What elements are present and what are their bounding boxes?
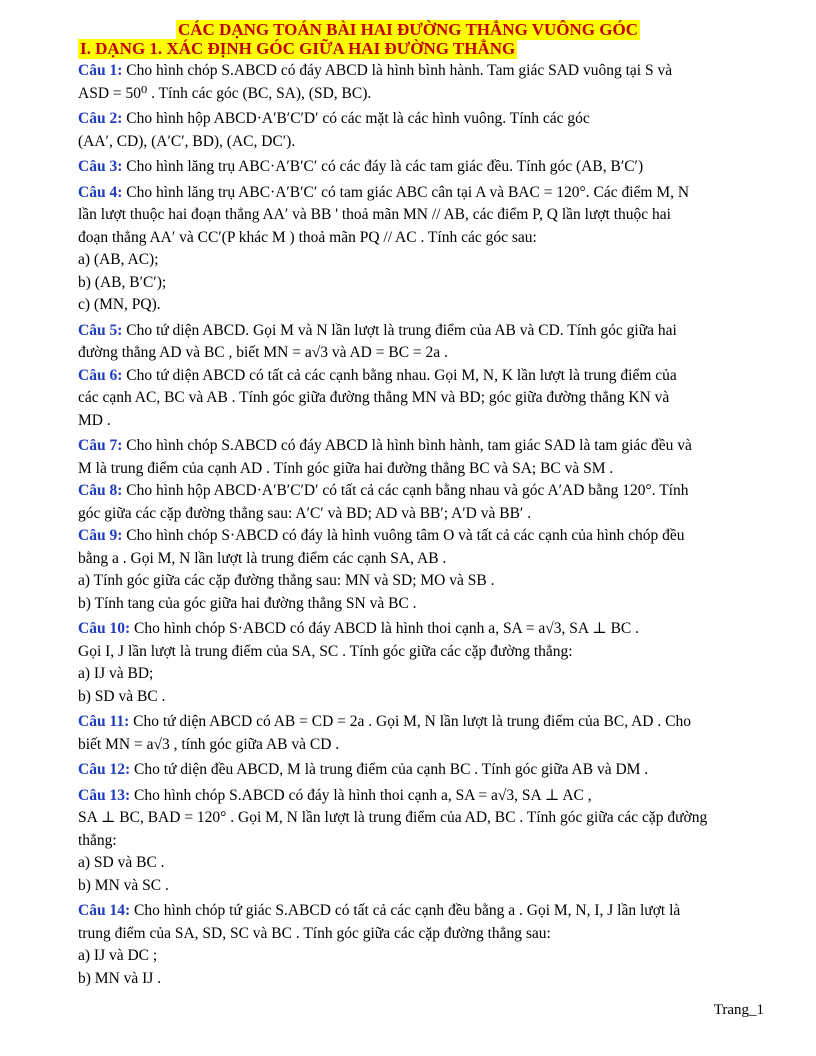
question-text: góc giữa các cặp đường thẳng sau: A′C′ và BD; AD và BB′; A′D và BB′ .: [78, 504, 532, 522]
question-text-line: [78, 272, 768, 295]
question-line: [78, 108, 768, 131]
question-text: ASD = 50⁰ . Tính các góc (BC, SA), (SD, BC).: [78, 84, 372, 102]
question-text-line: [78, 249, 768, 272]
question-text: bằng a . Gọi M, N lần lượt là trung điểm các cạnh SA, AB .: [78, 549, 447, 567]
question-text: a) (AB, AC);: [78, 251, 159, 268]
question-text: Cho hình chóp S.ABCD có đáy ABCD là hình bình hành. Tam giác SAD vuông tại S và: [122, 62, 673, 79]
question-text-line: [78, 830, 768, 853]
question-line: [78, 320, 768, 343]
question-text: Cho tứ diện đều ABCD, M là trung điểm của cạnh BC . Tính góc giữa AB và DM .: [130, 761, 649, 778]
question-text: Cho tứ diện ABCD có tất cả các cạnh bằng nhau. Gọi M, N, K lần lượt là trung điểm của: [122, 366, 677, 384]
question-line: [78, 525, 768, 548]
question-text-line: [78, 410, 768, 433]
question-text: (AA′, CD), (A′C′, BD), (AC, DC′).: [78, 132, 296, 150]
question-text: Cho hình chóp S·ABCD có đáy là hình vuông tâm O và tất cả các cạnh của hình chóp đều: [122, 527, 685, 544]
question-label: Câu 9:: [78, 527, 123, 544]
question-text: biết MN = a√3 , tính góc giữa AB và CD .: [78, 735, 340, 753]
question-text: đoạn thẳng AA′ và CC′(P khác M ) thoả mãn PQ // AC . Tính các góc sau:: [78, 228, 537, 246]
question-line: [78, 900, 768, 923]
question-text-line: [78, 968, 768, 991]
question-text: c) (MN, PQ).: [78, 296, 161, 313]
question-text: MD .: [78, 411, 111, 429]
question-text-line: [78, 570, 768, 593]
question-text: đường thẳng AD và BC , biết MN = a√3 và AD = BC = 2a .: [78, 344, 448, 361]
question-text-line: [78, 686, 768, 709]
exercise-list: [78, 60, 768, 990]
question-text-line: [78, 945, 768, 968]
question-text-line: [78, 131, 768, 154]
question-text: a) SD và BC .: [78, 854, 165, 871]
question-label: Câu 12:: [78, 761, 131, 778]
question-line: [78, 785, 768, 808]
page-title-container: [0, 20, 816, 40]
question-line: [78, 156, 768, 179]
question-text-line: [78, 641, 768, 664]
question-line: [78, 435, 768, 458]
question-text-line: [78, 387, 768, 410]
question-text: Cho hình lăng trụ ABC·A′B′C′ có các đáy là các tam giác đều. Tính góc (AB, B′C′): [122, 158, 644, 175]
question-text-line: [78, 503, 768, 526]
question-text: Cho hình lăng trụ ABC·A′B′C′ có tam giác ABC cân tại A và BAC = 120°. Các điểm M, N: [122, 183, 690, 201]
question-text-line: [78, 734, 768, 757]
question-text-line: [78, 342, 768, 365]
question-text-line: [78, 807, 768, 830]
question-text: thẳng:: [78, 831, 117, 849]
question-label: Câu 14:: [78, 902, 131, 919]
question-line: [78, 480, 768, 503]
question-label: Câu 1:: [78, 62, 123, 79]
question-text: b) Tính tang của góc giữa hai đường thẳng SN và BC .: [78, 594, 417, 612]
question-text: b) MN và IJ .: [78, 969, 162, 987]
question-text: Cho tứ diện ABCD có AB = CD = 2a . Gọi M, N lần lượt là trung điểm của BC, AD . Cho: [129, 713, 691, 730]
question-text: lần lượt thuộc hai đoạn thẳng AA′ và BB ' thoả mãn MN // AB, các điểm P, Q lần lượt thuộc hai: [78, 206, 671, 223]
question-label: Câu 8:: [78, 482, 123, 499]
question-line: [78, 711, 768, 734]
question-label: Câu 5:: [78, 321, 123, 339]
question-label: Câu 4:: [78, 183, 123, 201]
question-text: a) IJ và BD;: [78, 665, 154, 682]
question-text-line: [78, 204, 768, 227]
question-text: Gọi I, J lần lượt là trung điểm của SA, SC . Tính góc giữa các cặp đường thẳng:: [78, 642, 573, 660]
question-label: Câu 10:: [78, 620, 131, 637]
question-line: [78, 759, 768, 782]
question-label: Câu 11:: [78, 713, 130, 730]
question-text: a) IJ và DC ;: [78, 947, 158, 964]
question-text: Cho hình chóp S.ABCD có đáy ABCD là hình bình hành, tam giác SAD là tam giác đều và: [122, 437, 692, 454]
question-text-line: [78, 458, 768, 481]
question-text-line: [78, 548, 768, 571]
question-line: [78, 618, 768, 641]
question-label: Câu 7:: [78, 437, 123, 454]
question-label: Câu 6:: [78, 366, 123, 384]
question-text-line: [78, 227, 768, 250]
question-label: Câu 3:: [78, 158, 123, 175]
question-text: Cho hình hộp ABCD·A′B′C′D′ có tất cả các cạnh bằng nhau và góc A′AD bằng 120°. Tính: [122, 482, 689, 499]
question-line: [78, 60, 768, 83]
question-line: [78, 365, 768, 388]
question-text: Cho tứ diện ABCD. Gọi M và N lần lượt là trung điểm của AB và CD. Tính góc giữa hai: [122, 321, 677, 339]
question-label: Câu 2:: [78, 110, 123, 127]
question-text: Cho hình hộp ABCD·A′B′C′D′ có các mặt là các hình vuông. Tính các góc: [122, 110, 590, 127]
question-text-line: [78, 852, 768, 875]
question-text: Cho hình chóp tứ giác S.ABCD có tất cả các cạnh đều bằng a . Gọi M, N, I, J lần lượt là: [130, 902, 681, 919]
question-text: M là trung điểm của cạnh AD . Tính góc giữa hai đường thẳng BC và SA; BC và SM .: [78, 459, 614, 477]
question-text-line: [78, 593, 768, 616]
question-label: Câu 13:: [78, 786, 131, 804]
question-text: Cho hình chóp S·ABCD có đáy ABCD là hình thoi cạnh a, SA = a√3, SA ⊥ BC .: [130, 620, 639, 637]
question-text-line: [78, 663, 768, 686]
question-text: trung điểm của SA, SD, SC và BC . Tính góc giữa các cặp đường thẳng sau:: [78, 924, 551, 942]
question-text: b) SD và BC .: [78, 687, 166, 705]
question-text: SA ⊥ BC, BAD = 120° . Gọi M, N lần lượt là trung điểm của AD, BC . Tính góc giữa các cặp đường: [78, 809, 708, 826]
question-text: b) (AB, B′C′);: [78, 273, 167, 291]
question-text: các cạnh AC, BC và AB . Tính góc giữa đường thẳng MN và BD; góc giữa đường thẳng KN và: [78, 389, 670, 406]
question-line: [78, 182, 768, 205]
page-title: CÁC DẠNG TOÁN BÀI HAI ĐƯỜNG THẲNG VUÔNG GÓC: [178, 20, 638, 39]
question-text-line: [78, 875, 768, 898]
question-text-line: [78, 294, 768, 317]
question-text: Cho hình chóp S.ABCD có đáy là hình thoi cạnh a, SA = a√3, SA ⊥ AC ,: [130, 786, 592, 804]
section-heading: I. DẠNG 1. XÁC ĐỊNH GÓC GIỮA HAI ĐƯỜNG THẲNG: [80, 39, 516, 58]
page-number: Trang_1: [713, 1002, 764, 1018]
question-text: b) MN và SC .: [78, 876, 169, 894]
question-text-line: [78, 83, 768, 106]
question-text: a) Tính góc giữa các cặp đường thẳng sau: MN và SD; MO và SB .: [78, 572, 495, 589]
question-text-line: [78, 923, 768, 946]
